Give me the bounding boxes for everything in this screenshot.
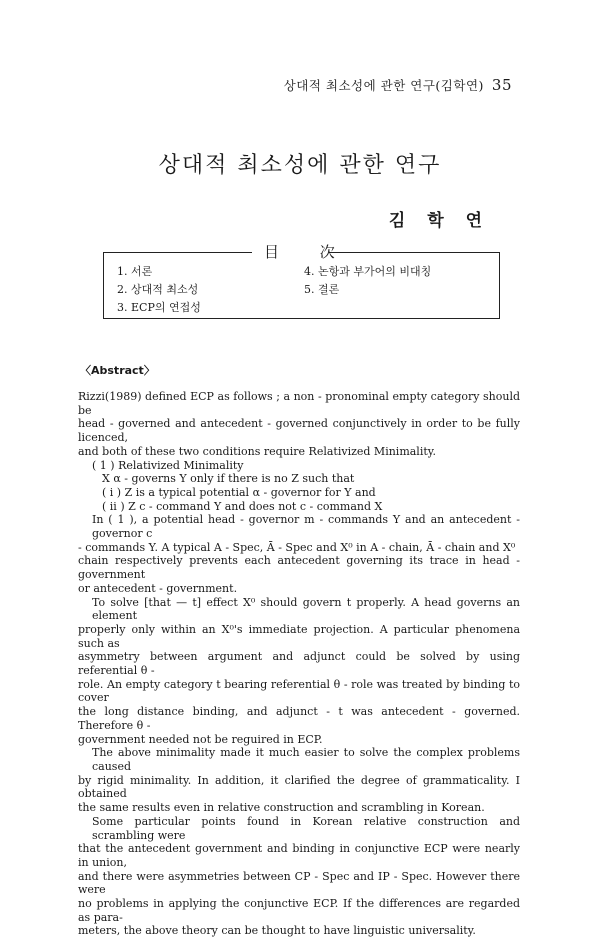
- abstract-line: by rigid minimality. In addition, it clarified the degree of grammaticality. I obtained: [78, 773, 520, 801]
- toc-rule-left: [104, 252, 252, 253]
- abstract-line: that the antecedent government and binding in conjunctive ECP were nearly in union,: [78, 842, 520, 869]
- abstract-heading: 〈Abstract〉: [80, 364, 155, 377]
- abstract-line: or antecedent - government.: [78, 581, 238, 595]
- abstract-line: In ( 1 ), a potential head - governor m - commands Y and an antecedent - governor c: [92, 513, 520, 541]
- abstract-line: - commands Y. A typical A - Spec, Ā - Spec and X⁰ in A - chain, Ā - chain and X⁰: [78, 540, 516, 554]
- abstract-line: ( 1 ) Relativized Minimality: [92, 458, 244, 472]
- paper-title: 상대적 최소성에 관한 연구: [158, 153, 442, 178]
- abstract-line: and both of these two conditions require Relativized Minimality.: [78, 444, 437, 458]
- abstract-line: ( ii ) Z c - command Y and does not c - command X: [102, 499, 383, 513]
- abstract-line: To solve [that — t] effect X⁰ should govern t properly. A head governs an element: [92, 595, 520, 623]
- abstract-line: head - governed and antecedent - governed conjunctively in order to be fully licenced,: [78, 417, 520, 445]
- abstract-line: Some particular points found in Korean relative construction and scrambling were: [92, 814, 520, 842]
- abstract-line: chain respectively prevents each antecedent governing its trace in head - government: [78, 554, 520, 582]
- abstract-line: properly only within an X⁰'s immediate projection. A particular phenomena such as: [78, 622, 520, 650]
- abstract-line: no problems in applying the conjunctive ECP. If the differences are regarded as para-: [78, 897, 520, 924]
- abstract-line: asymmetry between argument and adjunct could be solved by using referential θ -: [78, 650, 520, 678]
- table-of-contents: [103, 243, 500, 319]
- toc-item: 5. 결론: [304, 283, 340, 296]
- toc-item: 3. ECP의 연접성: [117, 301, 201, 314]
- abstract-body: [78, 390, 520, 938]
- toc-item: 1. 서론: [117, 265, 153, 278]
- page-number: 35: [491, 76, 512, 94]
- toc-rule-right: [329, 252, 499, 253]
- abstract-line: the long distance binding, and adjunct - t was antecedent - governed. Therefore θ -: [78, 705, 520, 732]
- abstract-line: and there were asymmetries between CP - Spec and IP - Spec. However there were: [78, 869, 520, 897]
- abstract-line: Rizzi(1989) defined ECP as follows ; a non - pronominal empty category should be: [78, 390, 520, 417]
- toc-item: 2. 상대적 최소성: [117, 283, 199, 296]
- author-name: 김 학 연: [388, 211, 490, 231]
- abstract-line: ( i ) Z is a typical potential α - governor for Y and: [102, 485, 376, 499]
- running-header-text: 상대적 최소성에 관한 연구(김학연): [283, 78, 484, 93]
- toc-item: 4. 논항과 부가어의 비대칭: [304, 265, 432, 278]
- toc-heading: 目 次: [264, 243, 353, 261]
- abstract-line: role. An empty category t bearing referential θ - role was treated by binding to cover: [78, 677, 520, 705]
- abstract-line: meters, the above theory can be thought to have linguistic universality.: [78, 924, 476, 938]
- abstract-line: the same results even in relative construction and scrambling in Korean.: [78, 801, 485, 815]
- abstract-line: government needed not be reguired in ECP.: [78, 732, 323, 746]
- abstract-line: The above minimality made it much easier to solve the complex problems caused: [92, 746, 520, 773]
- abstract-line: X α - governs Y only if there is no Z such that: [102, 472, 355, 486]
- running-header: [284, 76, 512, 94]
